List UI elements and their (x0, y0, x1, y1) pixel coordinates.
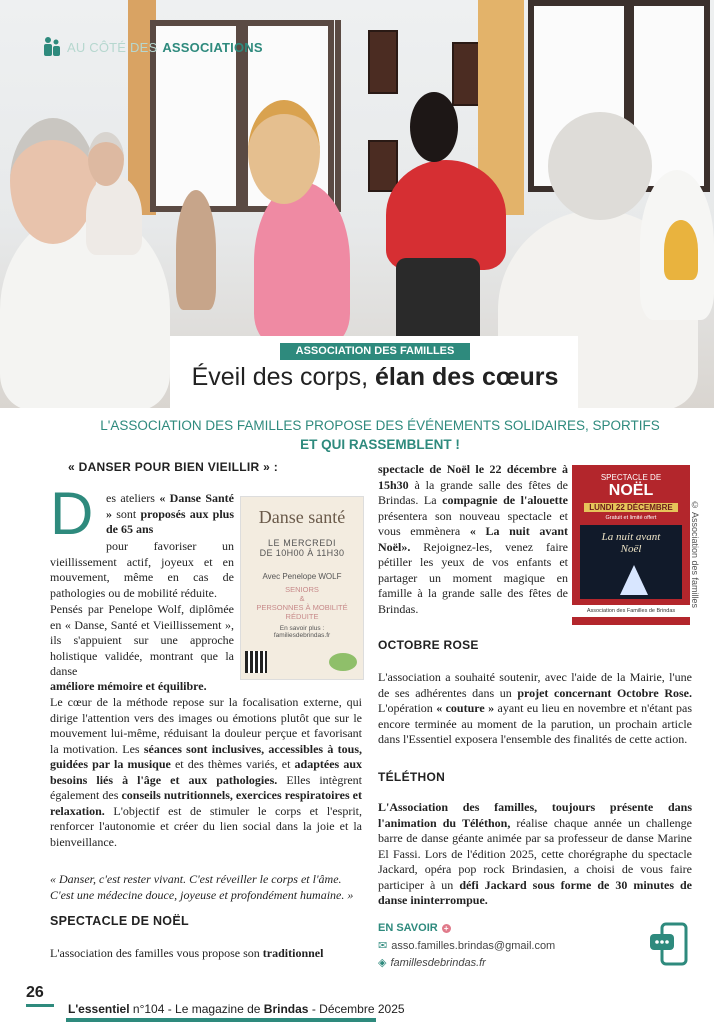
dancer-head (548, 112, 652, 220)
text: L'objectif est de stimuler le corps et l'esprit, renforcer l'autonomie et créer du lien social dans la joie et la bienveillance. (50, 803, 362, 849)
poster-site: familiesdebrindas.fr (273, 632, 331, 639)
dancer-white (0, 210, 170, 408)
text: L'opération (378, 701, 433, 715)
section-tag (42, 36, 263, 58)
poster2-main: NOËL (608, 482, 654, 499)
text-bold: séances sont inclusives, accessibles à tous, guidées par la musique (50, 741, 363, 771)
page-title (172, 363, 578, 392)
text-bold: L'Association des familles, toujours présente dans l'animation du Téléthon, (378, 800, 692, 830)
poster2-date: LUNDI 22 DÉCEMBRE (584, 503, 678, 512)
poster-hours: DE 10H00 À 11H30 (259, 548, 345, 558)
email-icon: ✉ (378, 940, 388, 952)
dancer-bg (86, 175, 142, 255)
footer-town: Brindas (263, 1002, 309, 1016)
paragraph-spectacle (378, 462, 568, 617)
headline-bold: élan des cœurs (375, 363, 559, 391)
text: Rejoignez-les, venez faire pétiller les yeux de vos enfants et partager un moment magique en famille à la grande salle des fêtes de Brindas. (378, 539, 569, 616)
wall-poster (368, 140, 398, 192)
en-savoir-label: EN SAVOIR (378, 922, 438, 934)
poster2-top: SPECTACLE DE (600, 473, 662, 482)
text-bold: « Danse Santé » (106, 491, 234, 521)
association-label: ASSOCIATION DES FAMILLES (280, 343, 470, 360)
dancer-head (88, 132, 124, 186)
footer-issue: n°104 - Le magazine de (132, 1002, 261, 1016)
tag-main: ASSOCIATIONS (162, 39, 263, 55)
tag-prefix: AU CÔTÉ DES (67, 39, 158, 55)
paragraph-telethon (378, 800, 692, 909)
text: à la grande salle des fêtes de Brindas. La (378, 477, 569, 507)
dancer-black (396, 258, 480, 348)
dancers-logo-icon (329, 653, 357, 671)
text-bold: compagnie de l'alouette (442, 493, 568, 507)
footer-date: - Décembre 2025 (311, 1002, 405, 1016)
text: sont (116, 506, 137, 521)
paragraph-intro (106, 491, 234, 538)
section-heading-telethon: TÉLÉTHON (378, 770, 446, 784)
text: Le cœur de la méthode repose sur la focalisation externe, qui dirige l'attention vers des images ou émotions plutôt que sur le mouvement lui-même, réduisant la douleur perçue et favorisant la motivation. Les (50, 695, 362, 756)
paragraph-octobre (378, 670, 692, 748)
text-bold: projet concernant Octobre Rose. (517, 685, 692, 700)
en-savoir-box (378, 922, 648, 969)
danse-sante-poster (240, 496, 364, 680)
text-bold: conseils nutritionnels, exercices respiratoires et relaxation. (50, 788, 363, 818)
paragraph-noel-start (50, 946, 362, 962)
poster2-sub: Gratuit et limité offert (605, 515, 657, 521)
text: présentera son nouveau spectacle et vous emmènera (378, 508, 568, 538)
paragraph-methode (50, 695, 362, 850)
dancer-head (248, 100, 320, 204)
section-heading-danser: « DANSER POUR BIEN VIEILLIR » : (68, 460, 278, 474)
dancer-red (386, 160, 506, 270)
poster-title: Danse santé (258, 507, 346, 527)
dancer-head (410, 92, 458, 162)
quote: « Danser, c'est rester vivant. C'est réveiller le corps et l'âme. C'est une médecine douce, joyeuse et profondément humaine. » (50, 872, 354, 902)
paragraph-penelope (50, 602, 234, 680)
headline-light: Éveil des corps, (191, 363, 369, 391)
text-bold: « La nuit avant Noël». (378, 524, 569, 554)
page-number: 26 (26, 984, 44, 1001)
poster-audience2: & (299, 594, 305, 603)
text: et des thèmes variés, et (174, 757, 291, 771)
poster2-scene (580, 525, 682, 599)
web-icon: ◈ (378, 957, 387, 969)
text: réalise chaque année un challenge barre de danse géante animée par sa professeur de danse Marine El Fassi. Lors de l'édition 2025, cette chorégraphe du spectacle Jackard, opéra pop rock Brindasien, a choisi de vous faire participer à un (378, 815, 693, 892)
dancer-pink (254, 182, 350, 342)
subtitle (80, 416, 680, 454)
text-bold: adaptées aux besoins liés à l'âge et aux pathologies. (50, 757, 363, 787)
photo-credit: © Association des familles (690, 500, 700, 609)
poster2-show2: Noël (620, 543, 642, 555)
poster2-show1: La nuit avant (601, 531, 661, 543)
text-bold: défi Jackard sous forme de 30 minutes de danse ininterrompue. (378, 877, 692, 907)
text: L'association a souhaité soutenir, avec l'aide de la Mairie, l'une de ses adhérentes dans un (378, 670, 692, 700)
text: ayant eu lieu en novembre et n'étant pas encore terminée au moment de la parution, un prochain article dans l'Essentiel exposera l'ensemble des finalités de cette action. (378, 701, 693, 746)
section-heading-octobre: OCTOBRE ROSE (378, 638, 479, 652)
site-link[interactable]: famillesdebrindas.fr (390, 956, 486, 969)
section-heading-noel: SPECTACLE DE NOËL (50, 914, 189, 928)
text-bold: améliore mémoire et équilibre. (50, 679, 207, 693)
window (335, 20, 341, 212)
text-bold: traditionnel (262, 946, 324, 960)
poster-audience1: SENIORS (285, 585, 319, 594)
poster2-bottom: Association des Familles de Brindas (572, 605, 690, 617)
footer-brand: L'essentiel (68, 1002, 130, 1016)
drop-cap: D (50, 480, 94, 547)
dancer-yellow (664, 220, 698, 280)
subtitle-line2: ET QUI RASSEMBLENT ! (300, 437, 460, 452)
poster-audience3: PERSONNES À MOBILITÉ RÉDUITE (256, 603, 348, 621)
dancer-head (10, 118, 96, 244)
text-bold: proposés aux plus de 65 ans (106, 506, 235, 536)
email-row[interactable] (378, 939, 648, 952)
paragraph-ameliore (50, 679, 240, 695)
wall-poster (368, 30, 398, 94)
plus-icon: + (442, 924, 451, 933)
poster-more: En savoir plus : (279, 625, 325, 632)
chat-phone-icon (648, 922, 690, 966)
text-bold: « couture » (436, 701, 495, 715)
en-savoir-heading (378, 922, 648, 934)
people-icon (42, 36, 62, 58)
subtitle-line1: L'ASSOCIATION DES FAMILLES PROPOSE DES ÉVÉNEMENTS SOLIDAIRES, SPORTIFS (100, 418, 660, 433)
site-row[interactable] (378, 956, 648, 969)
poster-with: Avec Penelope WOLF (262, 572, 342, 581)
text: L'association des familles vous propose son (50, 946, 260, 960)
footer-bar (66, 1018, 376, 1022)
paragraph-intro-cont: pour favoriser un vieillissement actif, joyeux et en mouvement, même en cas de pathologies ou de mobilité réduite. (50, 539, 234, 600)
text-bold: spectacle de Noël le 22 décembre à 15h30 (378, 462, 568, 492)
text: Elles intègrent également des (50, 772, 362, 802)
footer-text (68, 1002, 405, 1016)
page-number-underline (26, 1004, 54, 1007)
text: Pensés par Penelope Wolf, diplômée en « Danse, Santé et Vieillissement », ils s'appuient sur une approche holistique validée, montrant que la danse (50, 602, 234, 678)
email-link[interactable]: asso.familles.brindas@gmail.com (391, 939, 556, 952)
noel-poster (572, 465, 690, 625)
dancer-bg (176, 190, 216, 310)
tree-icon (620, 565, 648, 595)
text: es ateliers (106, 491, 155, 505)
qr-code-icon (245, 651, 267, 673)
poster-day: LE MERCREDI (267, 538, 337, 548)
